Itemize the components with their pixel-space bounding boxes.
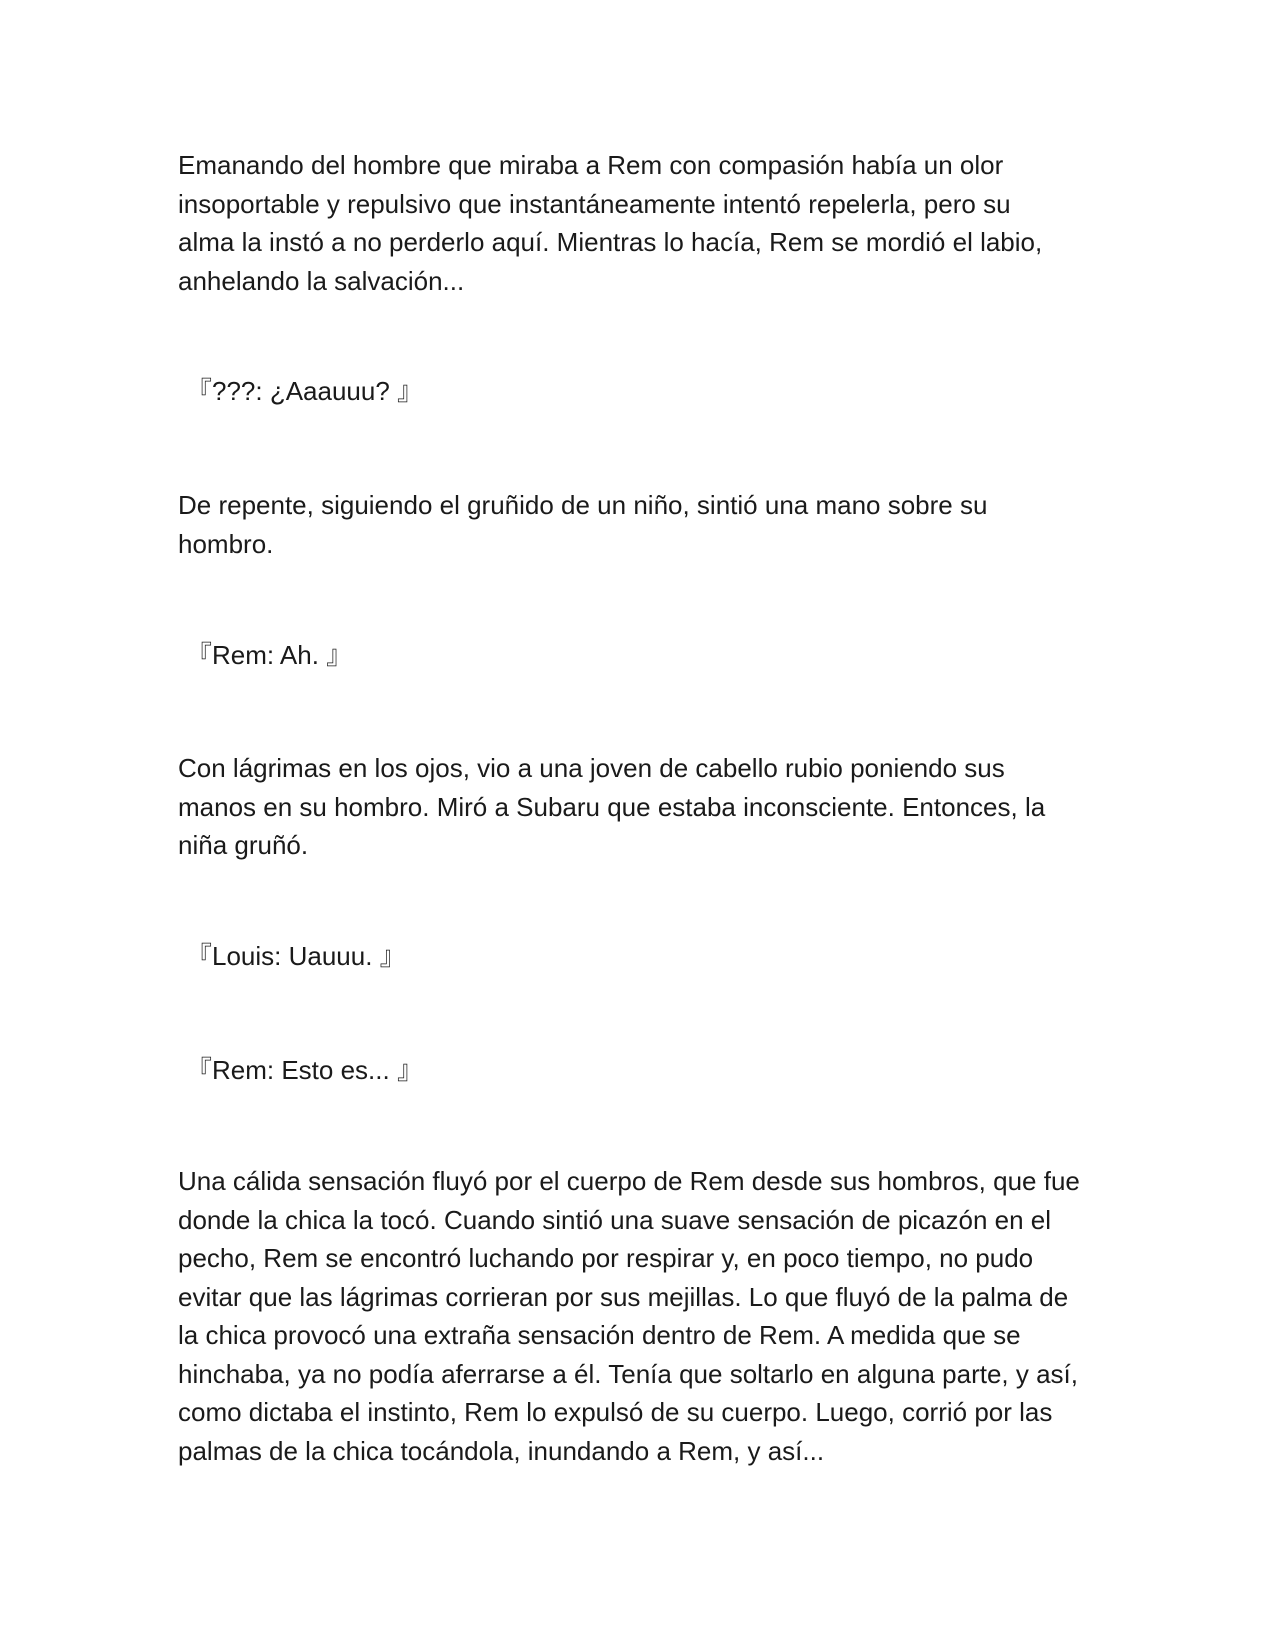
paragraph-line: la chica provocó una extraña sensación dentro de Rem. A medida que se xyxy=(178,1320,1021,1350)
paragraph-line: Emanando del hombre que miraba a Rem con compasión había un olor xyxy=(178,150,1004,180)
dialogue-line-4: 『Rem: Esto es... 』 xyxy=(186,1055,423,1085)
paragraph-2 xyxy=(178,486,1108,563)
paragraph-line: hombro. xyxy=(178,528,274,559)
paragraph-line: evitar que las lágrimas corrieran por sus mejillas. Lo que fluyó de la palma de xyxy=(178,1281,1069,1312)
dialogue-line-2: 『Rem: Ah. 』 xyxy=(186,640,353,670)
paragraph-line: pecho, Rem se encontró luchando por respirar y, en poco tiempo, no pudo xyxy=(178,1243,1034,1273)
paragraph-line: hinchaba, ya no podía aferrarse a él. Tenía que soltarlo en alguna parte, y así, xyxy=(178,1358,1079,1389)
paragraph-line: como dictaba el instinto, Rem lo expulsó de su cuerpo. Luego, corrió por las xyxy=(178,1397,1053,1427)
paragraph-3 xyxy=(178,749,1108,865)
paragraph-line: Con lágrimas en los ojos, vio a una joven de cabello rubio poniendo sus xyxy=(178,753,1005,783)
dialogue-line-1: 『???: ¿Aaauuu? 』 xyxy=(186,376,424,406)
paragraph-line: donde la chica la tocó. Cuando sintió una suave sensación de picazón en el xyxy=(178,1204,1052,1235)
dialogue-line-3: 『Louis: Uauuu. 』 xyxy=(186,941,406,971)
paragraph-line: insoportable y repulsivo que instantáneamente intentó repelerla, pero su xyxy=(178,188,1011,219)
paragraph-1 xyxy=(178,146,1108,300)
paragraph-line: manos en su hombro. Miró a Subaru que estaba inconsciente. Entonces, la xyxy=(178,791,1046,822)
paragraph-line: alma la instó a no perderlo aquí. Mientras lo hacía, Rem se mordió el labio, xyxy=(178,227,1043,257)
paragraph-line: anhelando la salvación... xyxy=(178,265,465,296)
paragraph-4 xyxy=(178,1162,1108,1470)
paragraph-line: palmas de la chica tocándola, inundando a Rem, y así... xyxy=(178,1435,825,1466)
paragraph-line: niña gruñó. xyxy=(178,830,309,860)
paragraph-line: Una cálida sensación fluyó por el cuerpo de Rem desde sus hombros, que fue xyxy=(178,1166,1080,1196)
paragraph-line: De repente, siguiendo el gruñido de un niño, sintió una mano sobre su xyxy=(178,490,988,520)
